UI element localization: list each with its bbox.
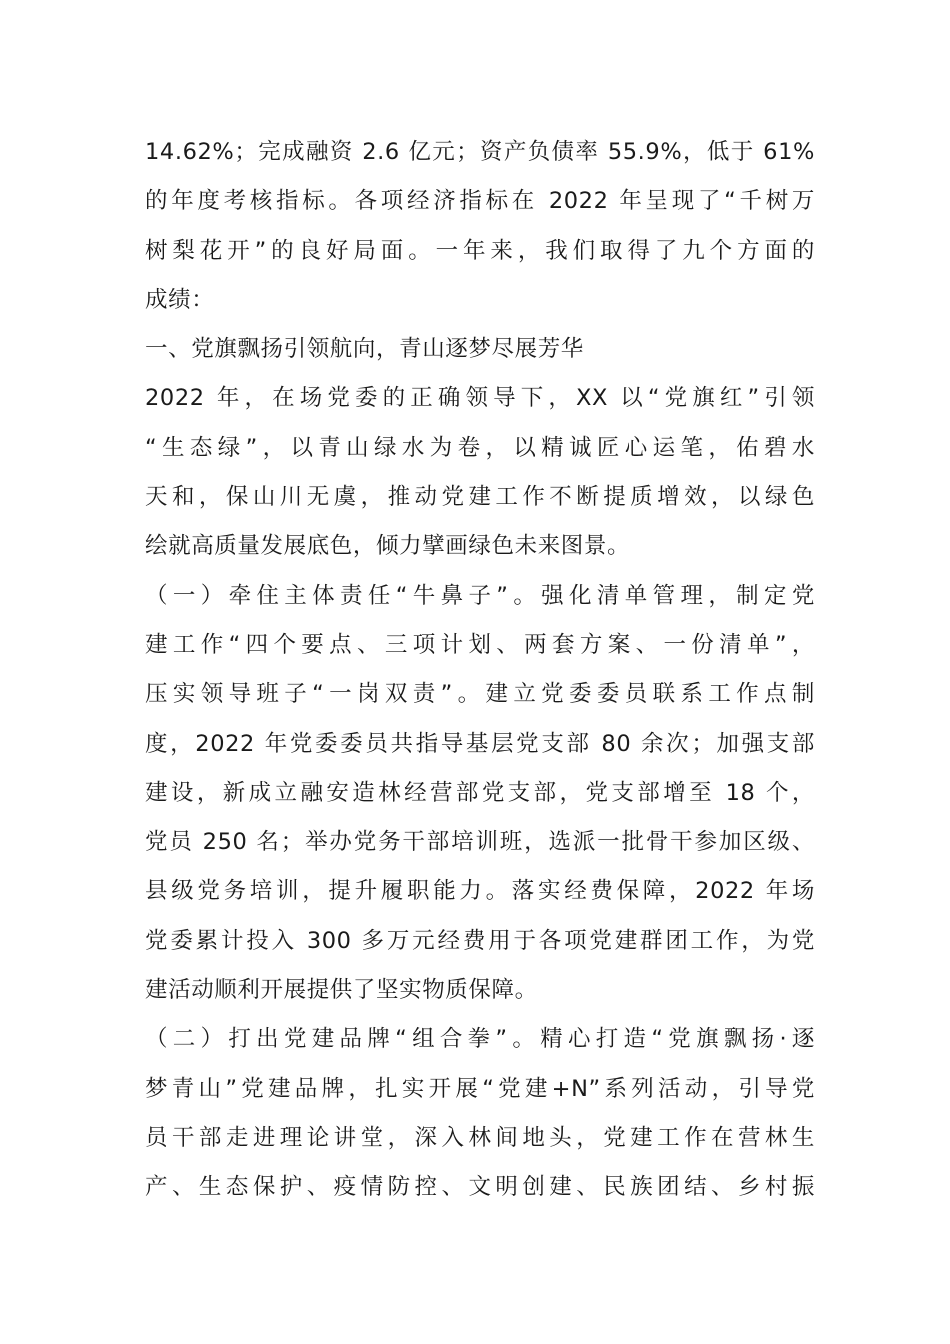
text-line: 建活动顺利开展提供了坚实物质保障。 [145, 977, 538, 1004]
text-line: 员干部走进理论讲堂，深入林间地头，党建工作在营林生 [145, 1124, 815, 1151]
text-line: 党委累计投入 300 多万元经费用于各项党建群团工作，为党 [145, 927, 815, 954]
section-heading: 一、党旗飘扬引领航向，青山逐梦尽展芳华 [145, 336, 584, 363]
text-line: 树梨花开”的良好局面。一年来，我们取得了九个方面的 [145, 237, 815, 264]
text-line: 2022 年，在场党委的正确领导下，XX 以“党旗红”引领 [145, 385, 815, 412]
text-line: 建工作“四个要点、三项计划、两套方案、一份清单”， [145, 631, 815, 658]
text-line: 成绩： [145, 286, 215, 313]
text-line: 压实领导班子“一岗双责”。建立党委委员联系工作点制 [145, 681, 815, 708]
text-line: 的年度考核指标。各项经济指标在 2022 年呈现了“千树万 [145, 188, 815, 215]
text-line: 绘就高质量发展底色，倾力擘画绿色未来图景。 [145, 533, 631, 560]
text-line: 度，2022 年党委委员共指导基层党支部 80 余次；加强支部 [145, 730, 815, 757]
subsection-line: （二）打出党建品牌“组合拳”。精心打造“党旗飘扬·逐 [145, 1026, 815, 1053]
text-line: 产、生态保护、疫情防控、文明创建、民族团结、乡村振 [145, 1174, 815, 1201]
text-line: 党员 250 名；举办党务干部培训班，选派一批骨干参加区级、 [145, 829, 815, 856]
text-line: “生态绿”，以青山绿水为卷，以精诚匠心运笔，佑碧水 [145, 434, 815, 461]
body-text [145, 128, 815, 1213]
text-line: 14.62%；完成融资 2.6 亿元；资产负债率 55.9%，低于 61% [145, 139, 815, 165]
text-line: 县级党务培训，提升履职能力。落实经费保障，2022 年场 [145, 878, 815, 905]
text-line: 建设，新成立融安造林经营部党支部，党支部增至 18 个， [145, 779, 815, 806]
subsection-line: （一）牵住主体责任“牛鼻子”。强化清单管理，制定党 [145, 582, 815, 609]
text-line: 梦青山”党建品牌，扎实开展“党建+N”系列活动，引导党 [145, 1075, 815, 1102]
text-line: 天和，保山川无虞，推动党建工作不断提质增效，以绿色 [145, 484, 815, 511]
